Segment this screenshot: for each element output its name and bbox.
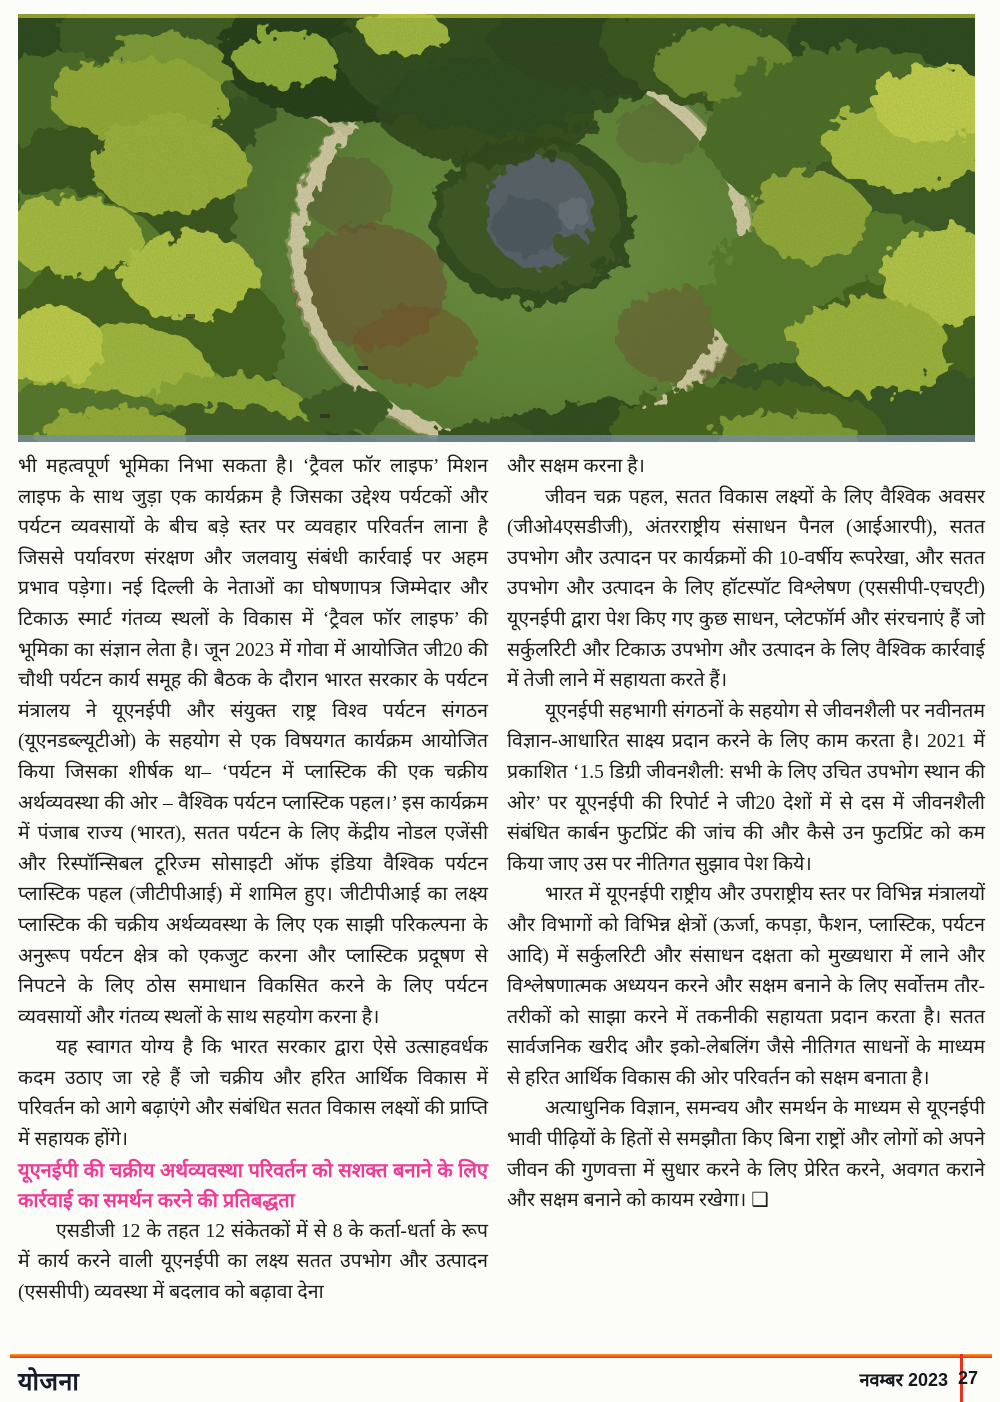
aerial-pond-photo-svg: [18, 14, 975, 442]
article-paragraph: यह स्वागत योग्य है कि भारत सरकार द्वारा ऐसे उत्साहवर्धक कदम उठाए जा रहे हैं जो चक्रीय और हरित आर्थिक विकास में परिवर्तन को आगे बढ़ाएंगे और संबंधित सतत विकास लक्ष्यों की प्राप्ति में सहायक होंगे।: [18, 1037, 488, 1151]
article-body: [18, 452, 985, 1309]
footer-rule: [10, 1354, 992, 1358]
article-paragraph: भारत में यूएनईपी राष्ट्रीय और उपराष्ट्रीय स्तर पर विभिन्न मंत्रालयों और विभागों को विभिन्न क्षेत्रों (ऊर्जा, कपड़ा, फैशन, प्लास्टिक, पर्यटन आदि) में सर्कुलरिटी और संसाधन दक्षता को मुख्यधारा में लाने और विश्लेषणात्मक अध्ययन करने और सक्षम बनाने के लिए सर्वोत्तम तौर-तरीकों को साझा करने में तकनीकी सहायता प्रदान करता है। सतत सार्वजनिक खरीद और इको-लेबलिंग जैसे नीतिगत साधनों के माध्यम से हरित आर्थिक विकास की ओर परिवर्तन को सक्षम बनाता है।: [507, 884, 985, 1089]
article-paragraph: भी महत्वपूर्ण भूमिका निभा सकता है। ‘ट्रैवल फॉर लाइफ’ मिशन लाइफ के साथ जुड़ा एक कार्यक्रम है जिसका उद्देश्य पर्यटकों और पर्यटन व्यवसायों के बीच बड़े स्तर पर व्यवहार परिवर्तन लाना है जिससे पर्यावरण संरक्षण और जलवायु संबंधी कार्रवाई पर अहम प्रभाव पड़ेगा। नई दिल्ली के नेताओं का घोषणापत्र जिम्मेदार और टिकाऊ स्मार्ट गंतव्य स्थलों के विकास में ‘ट्रैवल फॉर लाइफ’ की भूमिका का संज्ञान लेता है। जून 2023 में गोवा में आयोजित जी20 की चौथी पर्यटन कार्य समूह की बैठक के दौरान भारत सरकार के पर्यटन मंत्रालय ने यूएनईपी और संयुक्त राष्ट्र विश्व पर्यटन संगठन (यूएनडब्ल्यूटीओ) के सहयोग से एक विषयगत कार्यक्रम आयोजित किया जिसका शीर्षक था– ‘पर्यटन में प्लास्टिक की एक चक्रीय अर्थव्यवस्था की ओर – वैश्विक पर्यटन प्लास्टिक पहल।’ इस कार्यक्रम में पंजाब राज्य (भारत), सतत पर्यटन के लिए केंद्रीय नोडल एजेंसी और रिस्पॉन्सिबल टूरिज्म सोसाइटी ऑफ इंडिया वैश्विक पर्यटन प्लास्टिक पहल (जीटीपीआई) में शामिल हुए। जीटीपीआई का लक्ष्य प्लास्टिक की चक्रीय अर्थव्यवस्था के लिए एक साझी परिकल्पना के अनुरूप पर्यटन क्षेत्र को एकजुट करना और प्लास्टिक प्रदूषण से निपटने के लिए ठोस समाधान विकसित करने के लिए पर्यटन व्यवसायों और गंतव्य स्थलों के साथ सहयोग करना है।: [18, 456, 488, 1028]
aerial-pond-photo: [18, 14, 975, 442]
section-heading: यूएनईपी की चक्रीय अर्थव्यवस्था परिवर्तन को सशक्त बनाने के लिए कार्रवाई का समर्थन करने की प्रतिबद्धता: [18, 1159, 488, 1213]
article-paragraph: जीवन चक्र पहल, सतत विकास लक्ष्यों के लिए वैश्विक अवसर (जीओ4एसडीजी), अंतरराष्ट्रीय संसाधन पैनल (आईआरपी), सतत उपभोग और उत्पादन पर कार्यक्रमों की 10-वर्षीय रूपरेखा, और सतत उपभोग और उत्पादन के लिए हॉटस्पॉट विश्लेषण (एससीपी-एचएटी) यूएनईपी द्वारा पेश किए गए कुछ साधन, प्लेटफॉर्म और संरचनाएं हैं जो सर्कुलरिटी और टिकाऊ उपभोग और उत्पादन के लिए वैश्विक कार्रवाई में तेजी लाने में सहायता करते हैं।: [507, 486, 985, 692]
article-paragraph: अत्याधुनिक विज्ञान, समन्वय और समर्थन के माध्यम से यूएनईपी भावी पीढ़ियों के हितों से समझौता किए बिना राष्ट्रों और लोगों को अपने जीवन की गुणवत्ता में सुधार करने के लिए प्रेरित करने, अवगत कराने और सक्षम बनाने को कायम रखेगा। ❑: [507, 1098, 985, 1212]
article-paragraph: एसडीजी 12 के तहत 12 संकेतकों में से 8 के कर्ता-धर्ता के रूप में कार्य करने वाली यूएनईपी का लक्ष्य सतत उपभोग और उत्पादन (एससीपी) व्यवस्था में बदलाव को बढ़ावा देना: [18, 1220, 488, 1304]
article-paragraph: और सक्षम करना है।: [507, 456, 645, 477]
issue-date: नवम्बर 2023: [859, 1370, 948, 1390]
article-paragraph: यूएनईपी सहभागी संगठनों के सहयोग से जीवनशैली पर नवीनतम विज्ञान-आधारित साक्ष्य प्रदान करने के लिए काम करता है। 2021 में प्रकाशित ‘1.5 डिग्री जीवनशैली: सभी के लिए उचित उपभोग स्थान की ओर’ पर यूएनईपी की रिपोर्ट ने जी20 देशों में से दस में जीवनशैली संबंधित कार्बन फुटप्रिंट की जांच की और कैसे उन फुटप्रिंट को कम किया जाए उस पर नीतिगत सुझाव पेश किये।: [507, 700, 985, 875]
magazine-title: योजना: [18, 1368, 80, 1396]
right-column: [507, 452, 985, 1309]
left-column: [18, 452, 488, 1309]
page-number: 27: [957, 1368, 979, 1388]
